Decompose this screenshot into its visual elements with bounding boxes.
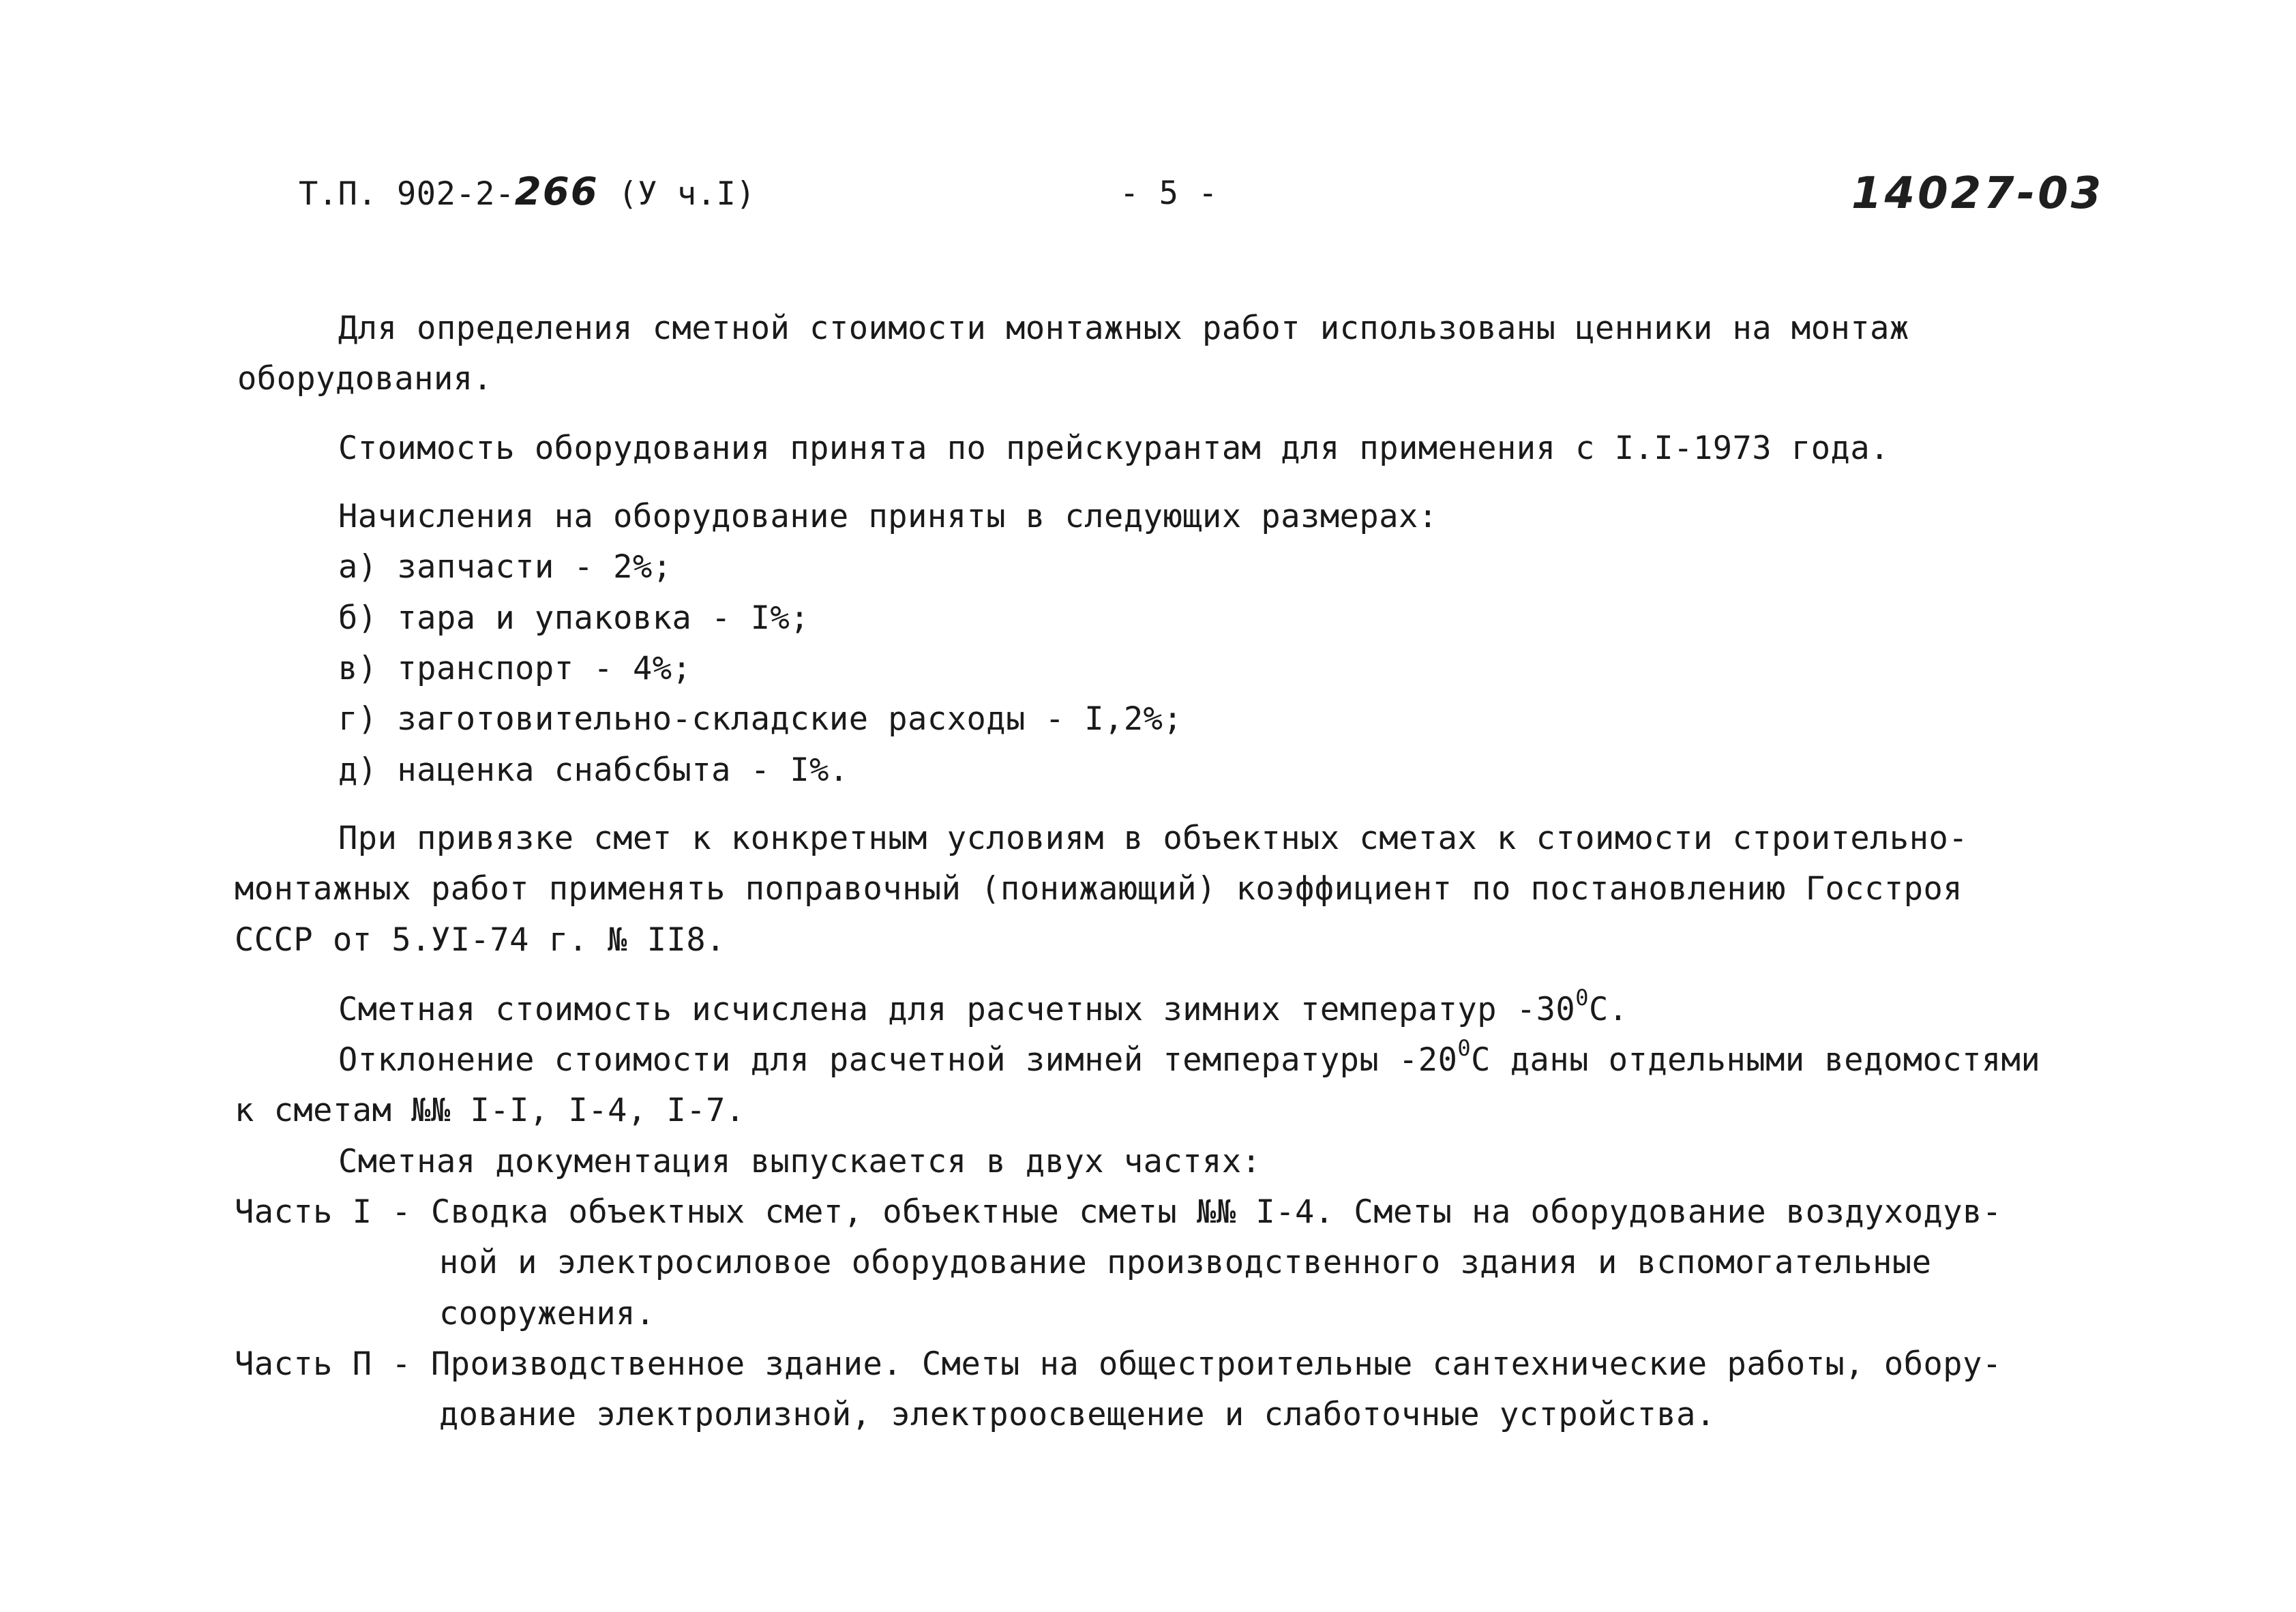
- paragraph-5-unit: С.: [1588, 991, 1628, 1028]
- document-code-suffix: (У ч.I): [598, 175, 756, 213]
- paragraph-1-line-1: Для определения сметной стоимости монтажных работ использованы ценники на монтаж: [338, 310, 1909, 347]
- paragraph-6-text: Отклонение стоимости для расчетной зимней температуры -20: [338, 1041, 1458, 1079]
- charge-item: д) наценка снабсбыта - I%.: [338, 751, 849, 789]
- handwritten-document-number: 266: [514, 170, 599, 214]
- paragraph-1-line-2: оборудования.: [237, 360, 493, 398]
- charge-item: в) транспорт - 4%;: [338, 650, 692, 687]
- paragraph-6-line-1: [338, 1035, 2041, 1081]
- paragraph-4-line-2: монтажных работ применять поправочный (понижающий) коэффициент по постановлению Госстроя: [235, 870, 1963, 908]
- paragraph-2: Стоимость оборудования принята по прейскурантам для применения с I.I-1973 года.: [338, 430, 1890, 467]
- paragraph-5-text: Сметная стоимость исчислена для расчетных зимних температур -30: [338, 991, 1576, 1028]
- degree-superscript: 0: [1575, 985, 1589, 1011]
- handwritten-archive-number: 14027-03: [1851, 168, 2104, 219]
- paragraph-4-line-3: СССР от 5.УI-74 г. № II8.: [235, 921, 726, 959]
- paragraph-6-rest: С даны отдельными ведомостями: [1471, 1041, 2041, 1079]
- charge-item: а) запчасти - 2%;: [338, 548, 672, 586]
- charge-item: г) заготовительно-складские расходы - I,2%;: [338, 700, 1183, 738]
- paragraph-4-line-1: При привязке смет к конкретным условиям в объектных сметах к стоимости строительно-: [338, 820, 1969, 857]
- part-1-line-1: Часть I - Сводка объектных смет, объектные сметы №№ I-4. Сметы на оборудование воздуходув-: [235, 1193, 2002, 1231]
- paragraph-7: Сметная документация выпускается в двух частях:: [338, 1143, 1262, 1180]
- degree-superscript: 0: [1457, 1035, 1472, 1061]
- page-number: - 5 -: [1120, 175, 1218, 212]
- paragraph-5: [338, 985, 1628, 1030]
- charge-item: б) тара и упаковка - I%;: [338, 599, 810, 637]
- part-1-line-2: ной и электросиловое оборудование производственного здания и вспомогательные: [439, 1244, 1932, 1281]
- part-2-line-2: дование электролизной, электроосвещение и слаботочные устройства.: [439, 1396, 1716, 1433]
- part-2-line-1: Часть П - Производственное здание. Сметы на общестроительные сантехнические работы, обору-: [235, 1345, 2002, 1383]
- charges-intro: Начисления на оборудование приняты в следующих размерах:: [338, 498, 1438, 535]
- document-code-prefix: Т.П. 902-2-: [299, 175, 515, 213]
- paragraph-6-line-2: к сметам №№ I-I, I-4, I-7.: [235, 1092, 745, 1129]
- part-1-line-3: сооружения.: [439, 1295, 655, 1332]
- document-code: [299, 172, 756, 215]
